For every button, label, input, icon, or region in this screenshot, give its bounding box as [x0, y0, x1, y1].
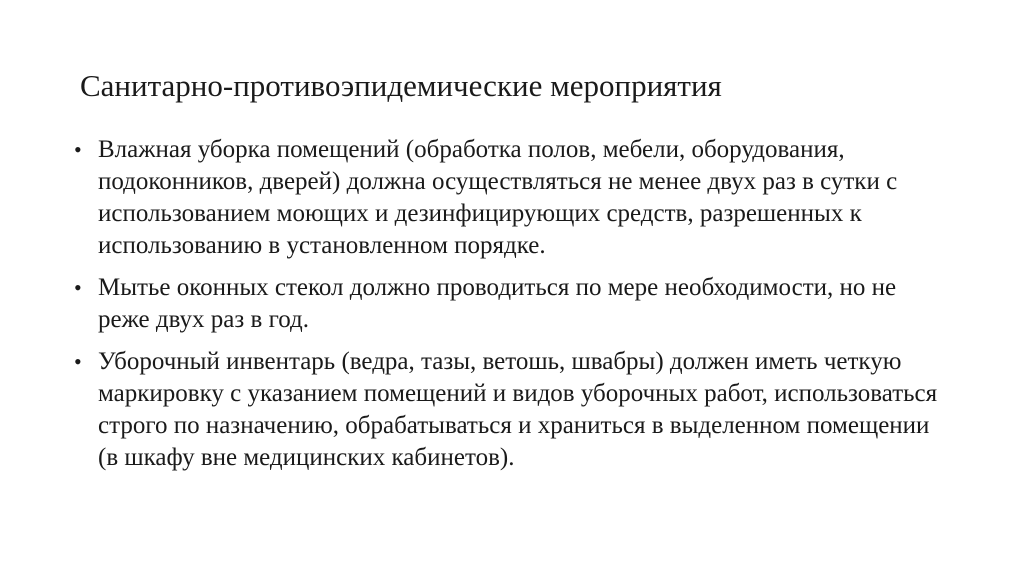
bullet-item	[70, 346, 950, 474]
bullet-text: Влажная уборка помещений (обработка полов, мебели, оборудования, подоконников, дверей) должна осуществляться не менее двух раз в сутки с использованием моющих и дезинфицирующих средств, разрешенных к использованию в установленном порядке.	[98, 136, 898, 259]
bullet-icon: •	[74, 349, 82, 374]
bullet-item	[70, 134, 950, 262]
bullet-text: Уборочный инвентарь (ведра, тазы, ветошь, швабры) должен иметь четкую маркировку с указанием помещений и видов уборочных работ, использоваться строго по назначению, обрабатываться и храниться в выделенном помещении (в шкафу вне медицинских кабинетов).	[98, 348, 938, 471]
bullet-text: Мытье оконных стекол должно проводиться по мере необходимости, но не реже двух раз в год.	[98, 274, 897, 333]
bullet-item	[70, 272, 950, 336]
slide-title: Санитарно-противоэпидемические мероприятия	[80, 68, 722, 103]
bullet-icon: •	[74, 137, 82, 162]
bullet-list	[70, 134, 950, 484]
bullet-icon: •	[74, 275, 82, 300]
